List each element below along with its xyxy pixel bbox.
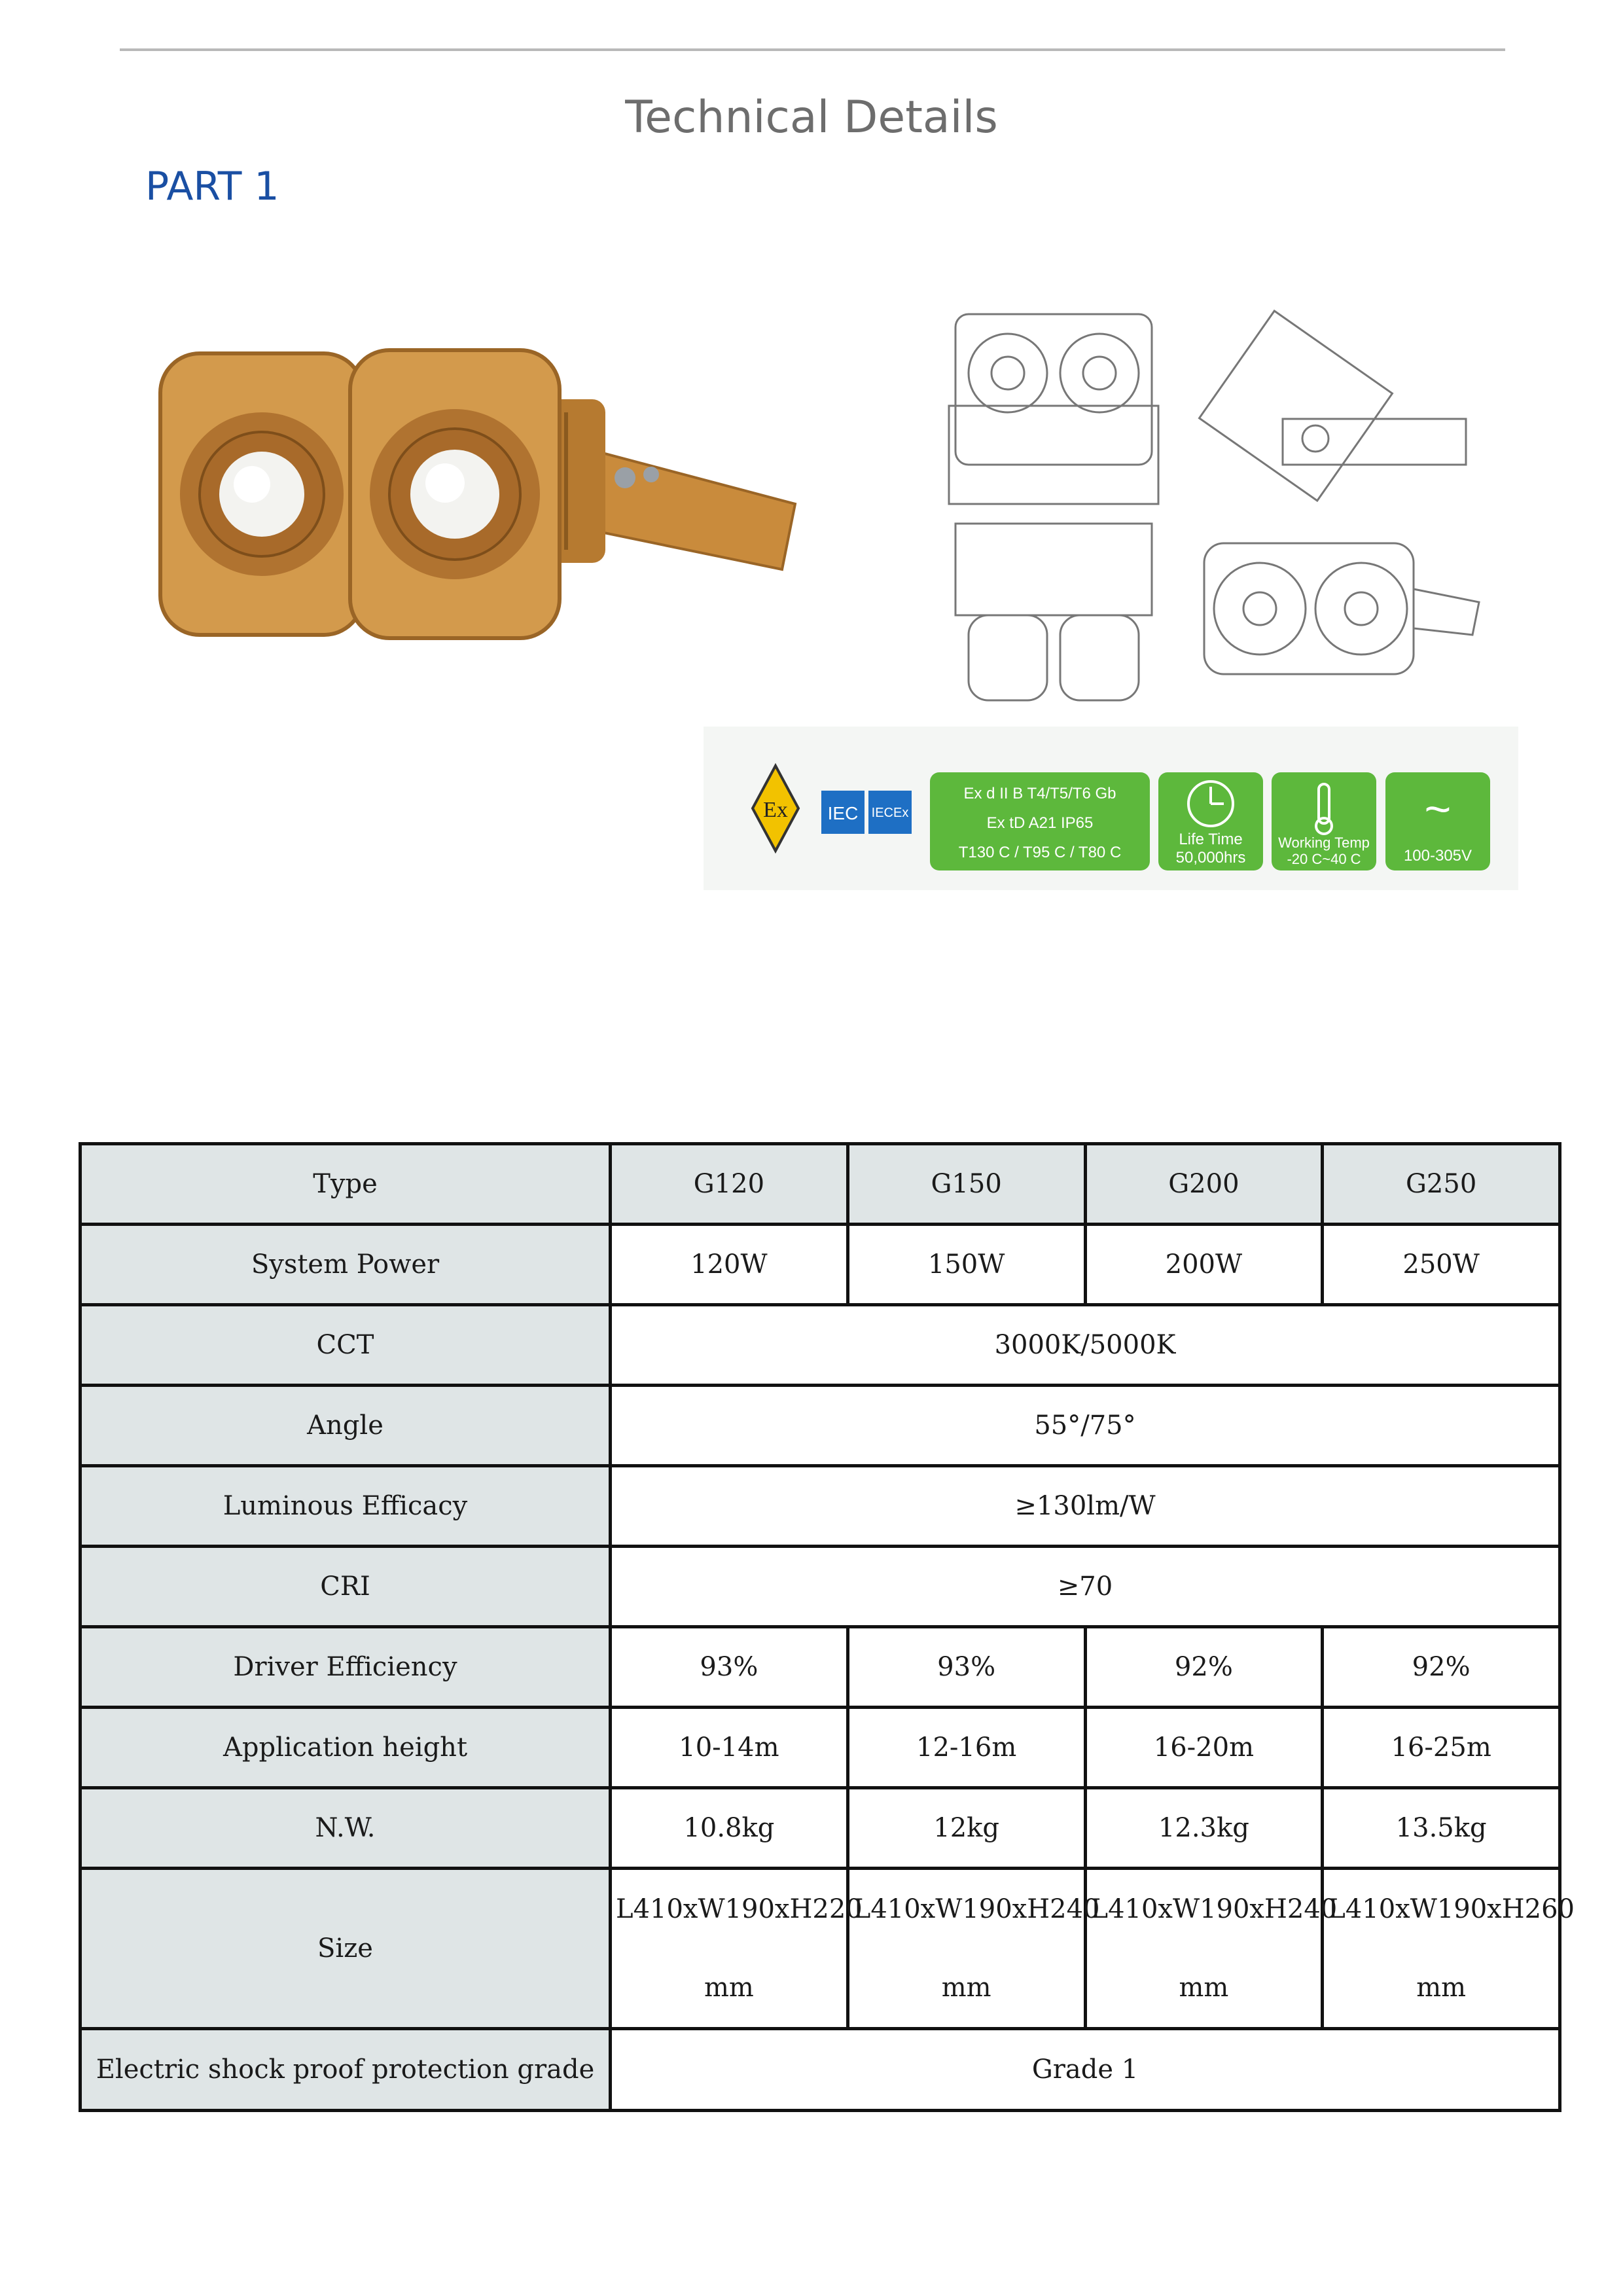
model-cell: G150: [847, 1144, 1085, 1225]
power-cell: 150W: [847, 1225, 1085, 1305]
cri-label: CRI: [80, 1547, 611, 1627]
size-label: Size: [80, 1869, 611, 2029]
size-cell: [1085, 1869, 1338, 2029]
explosion-line-1: Ex d II B T4/T5/T6 Gb: [963, 785, 1116, 802]
table-row: [80, 1144, 1560, 1225]
power-cell: 200W: [1085, 1225, 1323, 1305]
working-temp-value: -20 C~40 C: [1287, 851, 1361, 867]
height-cell: 12-16m: [847, 1708, 1085, 1788]
shock-cell: Grade 1: [611, 2029, 1560, 2111]
section-label: PART 1: [145, 164, 279, 209]
table-row: [80, 1869, 1560, 2029]
model-cell: G250: [1323, 1144, 1560, 1225]
model-cell: G120: [611, 1144, 848, 1225]
size-cell: [1323, 1869, 1575, 2029]
nw-cell: 13.5kg: [1323, 1788, 1560, 1869]
explosion-proof-badge: [930, 772, 1150, 870]
life-time-label: Life Time: [1179, 831, 1243, 848]
size-dims: L410xW190xH260: [1328, 1894, 1575, 1924]
cct-label: CCT: [80, 1305, 611, 1386]
driver-cell: 92%: [1323, 1627, 1560, 1708]
type-label: Type: [80, 1144, 611, 1225]
driver-label: Driver Efficiency: [80, 1627, 611, 1708]
iec-logo: [821, 791, 865, 834]
driver-cell: 93%: [611, 1627, 848, 1708]
table-row: [80, 2029, 1560, 2111]
voltage-badge: [1385, 772, 1490, 870]
table-row: [80, 1225, 1560, 1305]
product-views: [916, 288, 1492, 720]
nw-cell: 10.8kg: [611, 1788, 848, 1869]
size-cell: [847, 1869, 1100, 2029]
voltage-value: 100-305V: [1403, 847, 1472, 865]
table-row: [80, 1547, 1560, 1627]
spec-table: [79, 1142, 1575, 2112]
model-cell: G200: [1085, 1144, 1323, 1225]
nw-label: N.W.: [80, 1788, 611, 1869]
size-dims: L410xW190xH240: [853, 1894, 1100, 1924]
ex-mark-icon: [753, 766, 798, 851]
height-label: Application height: [80, 1708, 611, 1788]
nw-cell: 12.3kg: [1085, 1788, 1323, 1869]
ac-wave-icon: ~: [1424, 783, 1452, 834]
efficacy-label: Luminous Efficacy: [80, 1466, 611, 1547]
size-dims: L410xW190xH220: [616, 1894, 863, 1924]
table-row: [80, 1466, 1560, 1547]
nw-cell: 12kg: [847, 1788, 1085, 1869]
size-unit: mm: [941, 1973, 991, 2003]
height-cell: 16-25m: [1323, 1708, 1560, 1788]
height-cell: 10-14m: [611, 1708, 848, 1788]
table-row: [80, 1627, 1560, 1708]
table-row: [80, 1788, 1560, 1869]
life-time-value: 50,000hrs: [1175, 849, 1246, 867]
working-temp-badge: [1272, 772, 1376, 870]
driver-cell: 92%: [1085, 1627, 1323, 1708]
top-divider: [120, 48, 1505, 51]
product-photo: [154, 327, 808, 655]
efficacy-cell: ≥130lm/W: [611, 1466, 1560, 1547]
size-unit: mm: [704, 1973, 754, 2003]
power-label: System Power: [80, 1225, 611, 1305]
explosion-line-2: Ex tD A21 IP65: [986, 814, 1094, 832]
table-row: [80, 1708, 1560, 1788]
ex-mark-label: Ex: [763, 798, 788, 822]
iec-label: IEC: [827, 803, 859, 823]
life-time-badge: [1158, 772, 1263, 870]
size-unit: mm: [1416, 1973, 1467, 2003]
cri-cell: ≥70: [611, 1547, 1560, 1627]
size-unit: mm: [1179, 1973, 1229, 2003]
working-temp-label: Working Temp: [1278, 834, 1370, 851]
table-row: [80, 1305, 1560, 1386]
certification-strip: [704, 726, 1518, 890]
driver-cell: 93%: [847, 1627, 1085, 1708]
iecex-label: IECEx: [871, 806, 909, 820]
height-cell: 16-20m: [1085, 1708, 1323, 1788]
power-cell: 250W: [1323, 1225, 1560, 1305]
power-cell: 120W: [611, 1225, 848, 1305]
shock-label: Electric shock proof protection grade: [80, 2029, 611, 2111]
explosion-line-3: T130 C / T95 C / T80 C: [958, 844, 1122, 861]
cct-cell: 3000K/5000K: [611, 1305, 1560, 1386]
size-cell: [611, 1869, 863, 2029]
page-title: Technical Details: [625, 92, 998, 143]
iecex-logo: [868, 791, 912, 834]
table-row: [80, 1386, 1560, 1466]
size-dims: L410xW190xH240: [1090, 1894, 1338, 1924]
angle-cell: 55°/75°: [611, 1386, 1560, 1466]
angle-label: Angle: [80, 1386, 611, 1466]
